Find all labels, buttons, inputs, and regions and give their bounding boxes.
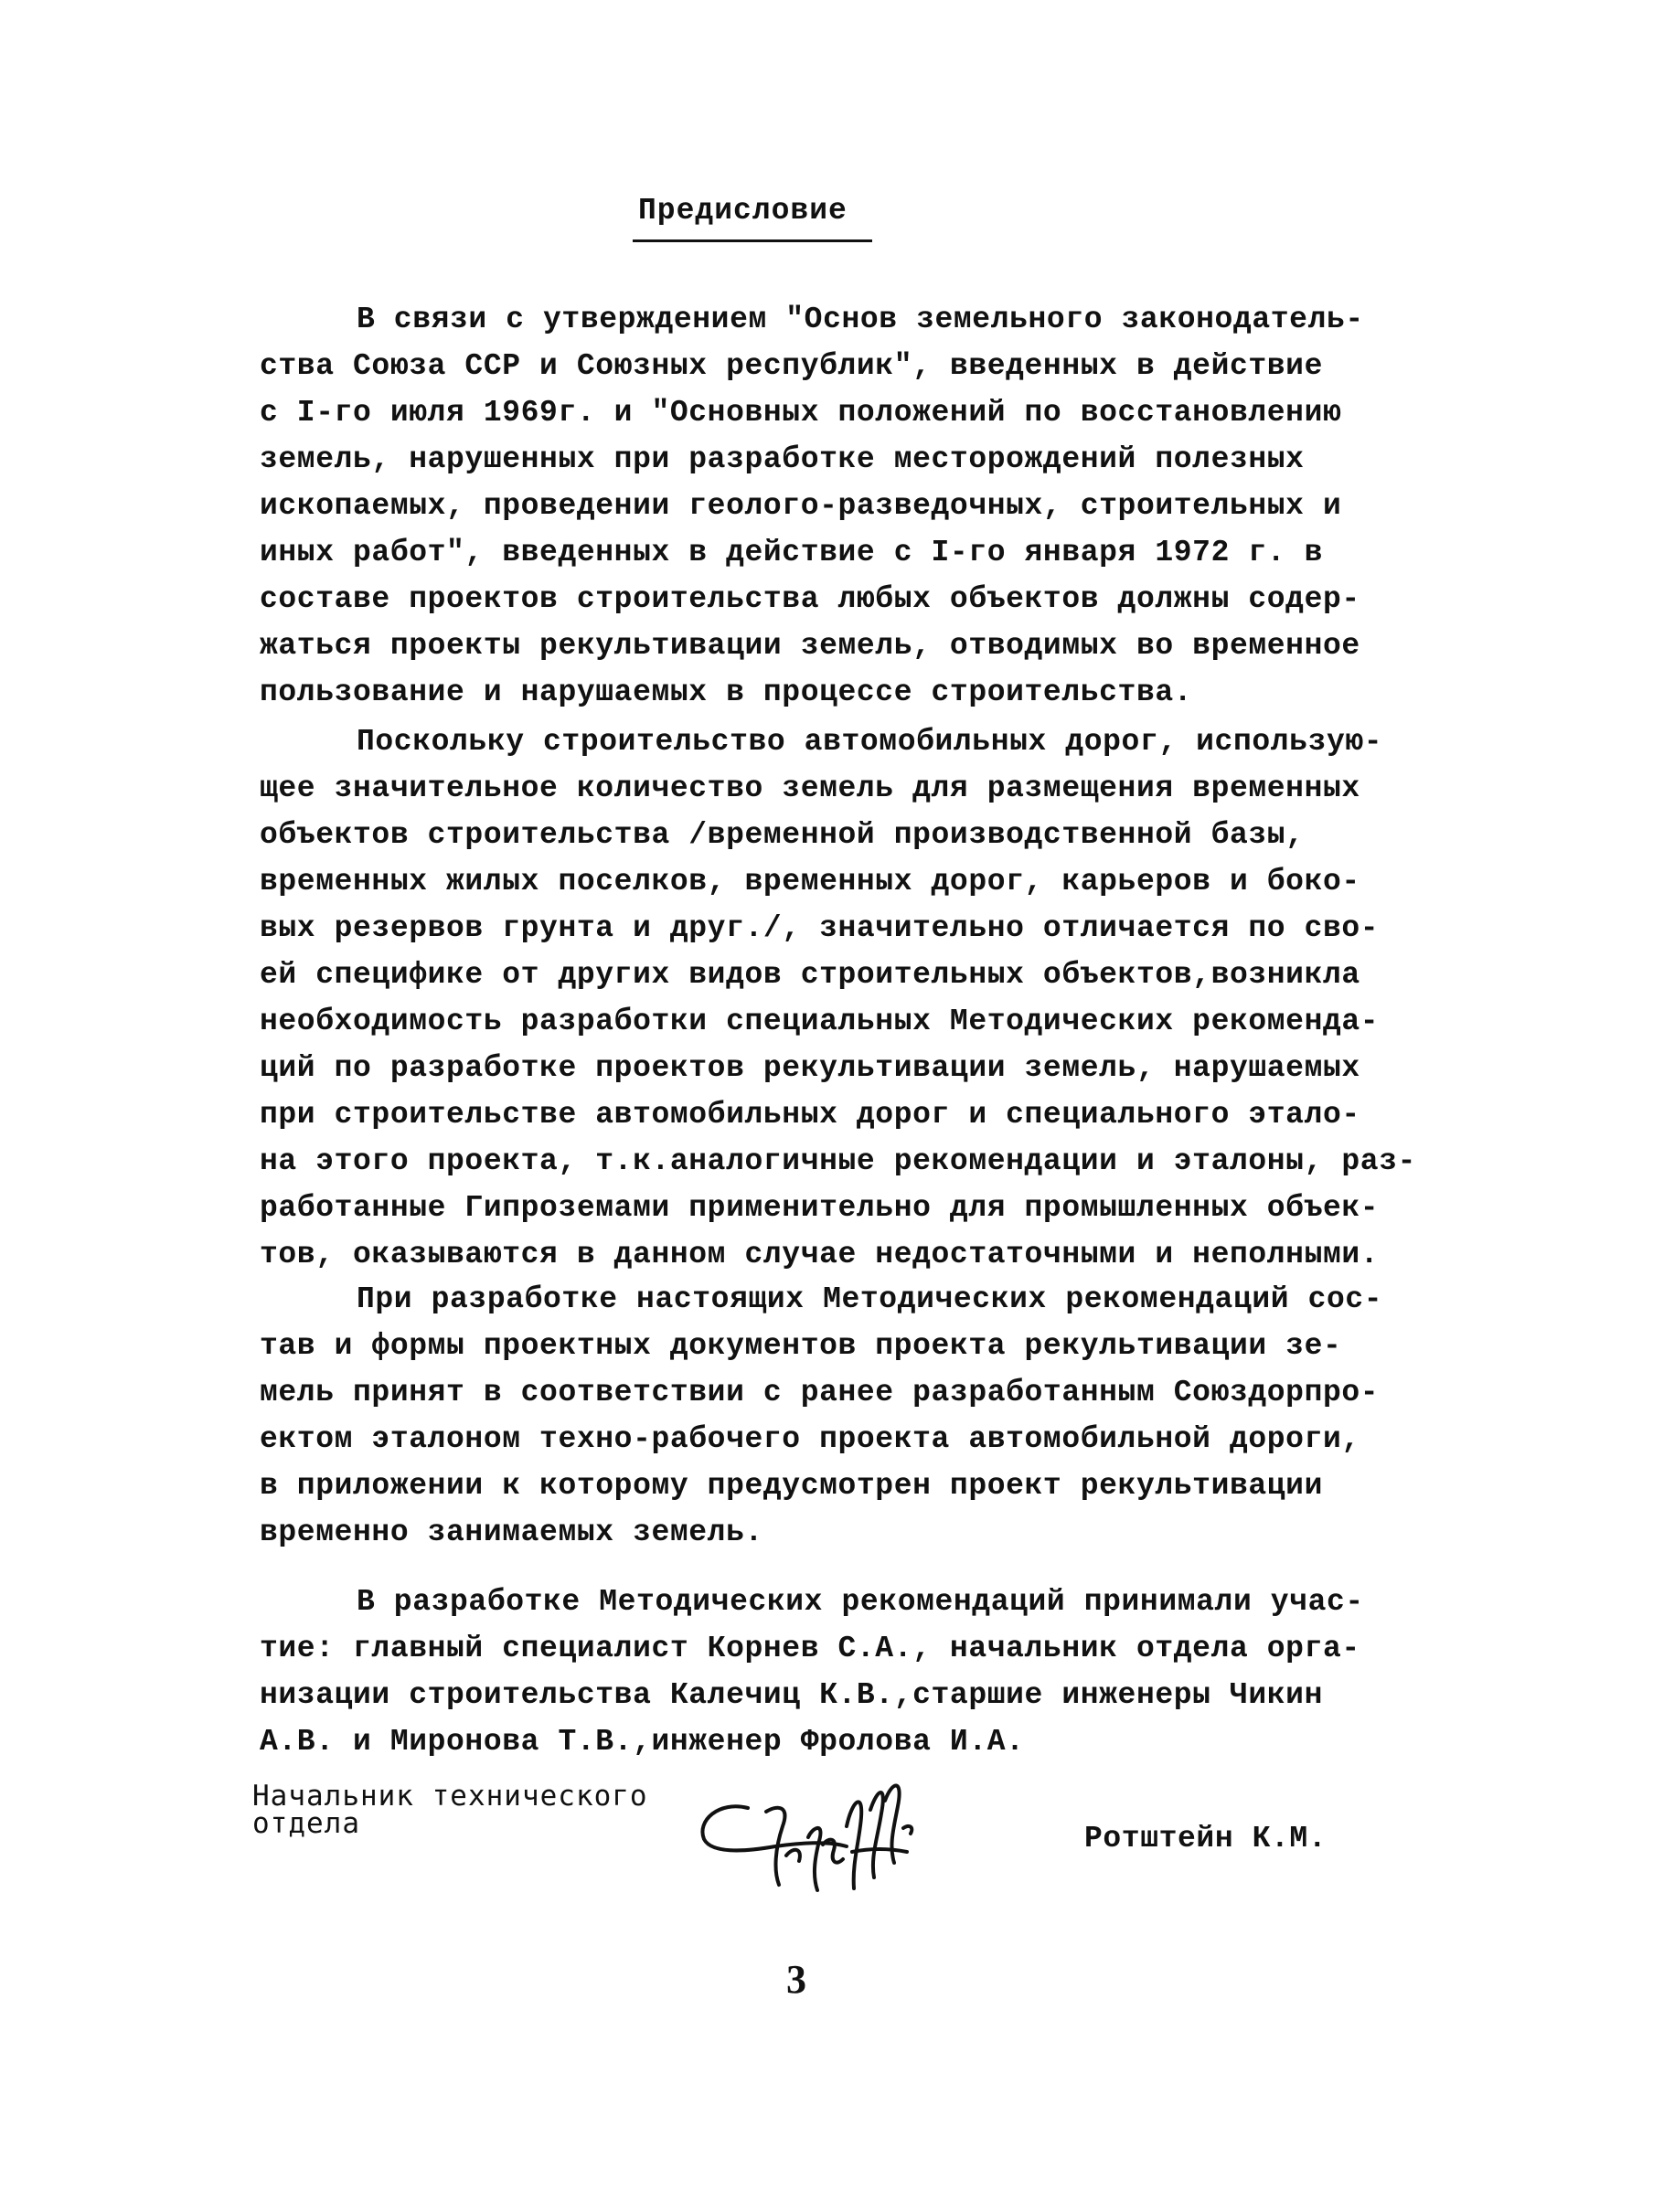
- paragraph-line: ций по разработке проектов рекультивации земель, нарушаемых: [260, 1051, 1360, 1085]
- signer-name: Ротштейн К.М.: [1084, 1822, 1327, 1856]
- title-underline: [633, 239, 872, 242]
- paragraph-line: ей специфике от других видов строительных объектов,возникла: [260, 958, 1360, 992]
- paragraph-line: на этого проекта, т.к.аналогичные рекомендации и эталоны, раз-: [260, 1144, 1416, 1178]
- paragraph-line: пользование и нарушаемых в процессе строительства.: [260, 675, 1193, 709]
- paragraph-line: Поскольку строительство автомобильных дорог, использую-: [357, 725, 1383, 759]
- paragraph-line: при строительстве автомобильных дорог и специального этало-: [260, 1098, 1360, 1132]
- paragraph-line: щее значительное количество земель для размещения временных: [260, 771, 1360, 805]
- paragraph-4: [260, 1579, 1412, 1765]
- handwritten-signature: [691, 1773, 938, 1910]
- paragraph-line: тов, оказываются в данном случае недостаточными и неполными.: [260, 1238, 1380, 1271]
- paragraph-line: мель принят в соответствии с ранее разработанным Союздорпро-: [260, 1376, 1380, 1409]
- paragraph-line: В разработке Методических рекомендаций принимали учас-: [357, 1585, 1364, 1619]
- paragraph-line: в приложении к которому предусмотрен проект рекультивации: [260, 1469, 1323, 1503]
- paragraph-line: жаться проекты рекультивации земель, отводимых во временное: [260, 629, 1360, 663]
- paragraph-line: При разработке настоящих Методических рекомендаций сос-: [357, 1282, 1383, 1316]
- paragraph-line: В связи с утверждением "Основ земельного законодатель-: [357, 303, 1364, 336]
- paragraph-1: [260, 296, 1412, 716]
- paragraph-line: низации строительства Калечиц К.В.,старшие инженеры Чикин: [260, 1678, 1323, 1712]
- paragraph-line: временно занимаемых земель.: [260, 1515, 763, 1549]
- paragraph-line: работанные Гипроземами применительно для промышленных объек-: [260, 1191, 1380, 1225]
- document-title: Предисловие: [638, 194, 848, 228]
- paragraph-line: А.В. и Миронова Т.В.,инженер Фролова И.А.: [260, 1725, 1025, 1759]
- paragraph-line: с I-го июля 1969г. и "Основных положений по восстановлению: [260, 396, 1342, 430]
- paragraph-line: тав и формы проектных документов проекта рекультивации зе-: [260, 1329, 1342, 1363]
- signatory-position: [252, 1780, 648, 1840]
- paragraph-line: ектом эталоном техно-рабочего проекта автомобильной дороги,: [260, 1422, 1360, 1456]
- paragraph-3: [260, 1276, 1412, 1556]
- paragraph-line: составе проектов строительства любых объектов должны содер-: [260, 582, 1360, 616]
- paragraph-line: временных жилых поселков, временных дорог, карьеров и боко-: [260, 865, 1360, 899]
- paragraph-line: тие: главный специалист Корнев С.А., начальник отдела орга-: [260, 1632, 1360, 1665]
- paragraph-2: [260, 718, 1416, 1278]
- paragraph-line: земель, нарушенных при разработке месторождений полезных: [260, 442, 1305, 476]
- paragraph-line: ства Союза ССР и Союзных республик", введенных в действие: [260, 349, 1323, 383]
- page-number: 3: [786, 1957, 806, 2002]
- paragraph-line: вых резервов грунта и друг./, значительно отличается по сво-: [260, 911, 1380, 945]
- position-line: Начальник технического: [252, 1780, 648, 1813]
- paragraph-line: ископаемых, проведении геолого-разведочных, строительных и: [260, 489, 1342, 523]
- paragraph-line: иных работ", введенных в действие с I-го января 1972 г. в: [260, 536, 1323, 569]
- paragraph-line: необходимость разработки специальных Методических рекоменда-: [260, 1005, 1380, 1038]
- paragraph-line: объектов строительства /временной производственной базы,: [260, 818, 1305, 852]
- position-line: отдела: [252, 1807, 360, 1840]
